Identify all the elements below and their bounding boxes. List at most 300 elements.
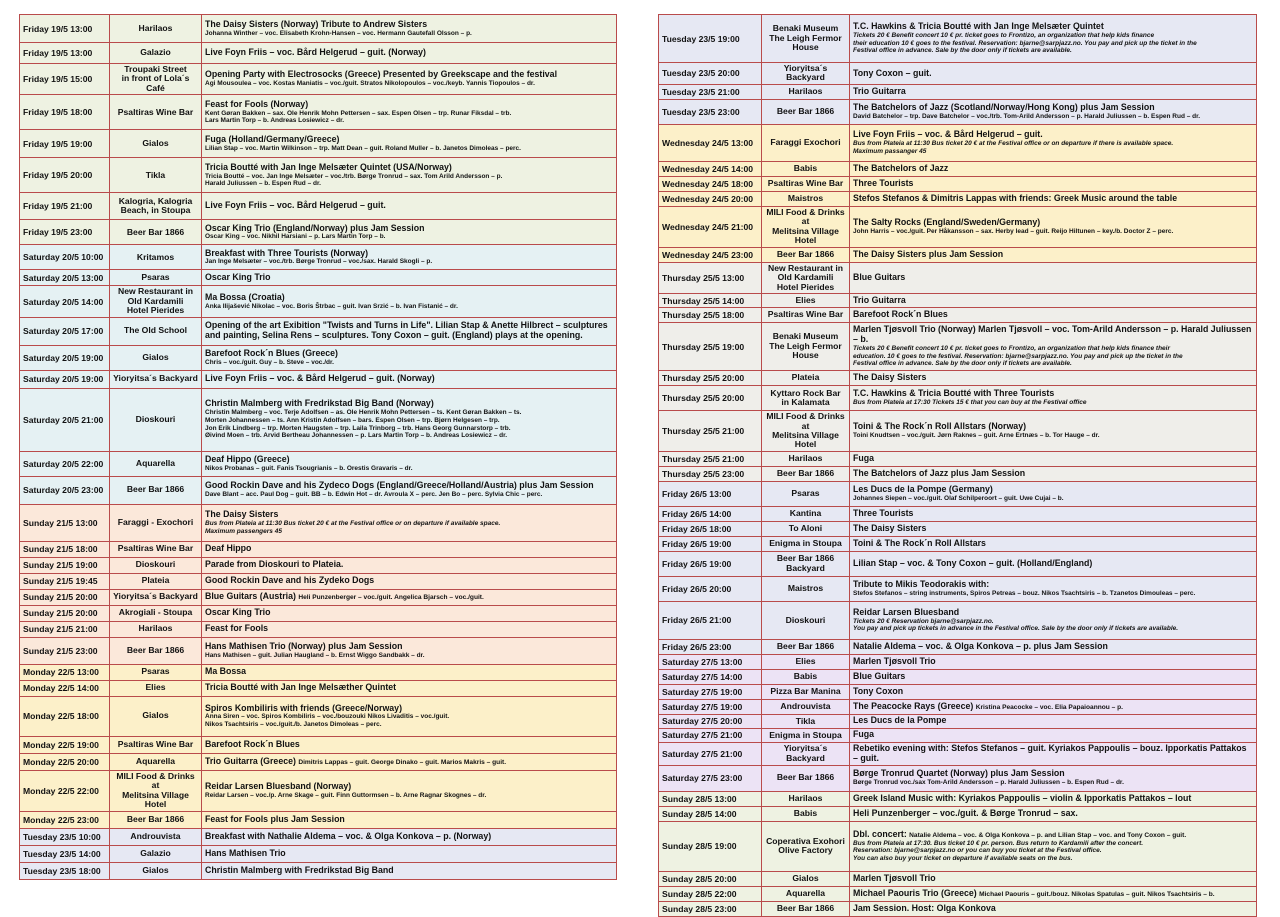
event-title: Opening of the art Exibition "Twists and Turns in Life". Lilian Stap & Anette Hilbrect – sculptures and painting, Selina Rens – sculptures. Tony Coxon – guit. (England) plays at the opening. [205, 320, 608, 341]
event-program [202, 130, 617, 158]
event-title: Good Rockin Dave and his Zydeko Dogs [205, 575, 375, 586]
venue-line: Kantina [789, 508, 822, 519]
event-program [850, 601, 1257, 639]
event-title: Reidar Larsen Bluesband [853, 606, 960, 617]
venue-line: Dioskouri [135, 413, 176, 424]
schedule-row [659, 247, 1257, 262]
event-venue [110, 130, 202, 158]
venue-line: The Old School [123, 325, 188, 336]
schedule-row [659, 176, 1257, 191]
event-venue [110, 370, 202, 388]
schedule-row [20, 504, 617, 541]
event-date: Sunday 28/5 19:00 [659, 821, 762, 871]
event-lineup: Øivind Moen – trb. Arvid Bertheau Johannessen – p. Lars Martin Torp – b. Andreas Losiewicz – dr. [205, 432, 508, 440]
event-program [850, 411, 1257, 452]
event-program [850, 247, 1257, 262]
event-title: Blue Guitars [853, 271, 906, 282]
venue-line: Gialos [142, 710, 169, 721]
event-program [202, 621, 617, 637]
venue-line: Yioryitsa´s Backyard [113, 591, 198, 602]
event-note: Bus from Plateia at 11:30 Bus ticket 20 € at the Festival office or on departure if there is available space. [853, 140, 1174, 148]
event-program [202, 828, 617, 845]
event-program [850, 191, 1257, 206]
event-program [850, 262, 1257, 293]
event-date: Friday 26/5 23:00 [659, 639, 762, 654]
event-venue [110, 589, 202, 605]
event-title: Blue Guitars [853, 670, 906, 681]
event-program [850, 699, 1257, 714]
event-program [202, 557, 617, 573]
event-date: Saturday 20/5 22:00 [20, 451, 110, 476]
venue-line: The Leigh Fermor [769, 32, 842, 43]
event-note: Tickets 20 € Benefit concert 10 € pr. ticket goes to Frontizo, an organization that help kids finance their [853, 344, 1171, 352]
event-venue [110, 664, 202, 680]
schedule-row [659, 451, 1257, 466]
event-title: Feast for Fools [205, 623, 269, 634]
venue-line: Tikla [795, 715, 816, 726]
event-venue [110, 43, 202, 64]
event-program [202, 245, 617, 270]
event-date: Saturday 27/5 19:00 [659, 684, 762, 699]
venue-line: Psaras [141, 666, 170, 677]
schedule-row [659, 821, 1257, 871]
event-title: Parade from Dioskouri to Plateia. [205, 559, 344, 570]
event-date: Tuesday 23/5 18:00 [20, 862, 110, 879]
event-venue [762, 99, 850, 124]
schedule-row [20, 245, 617, 270]
event-lineup: Harald Juliussen – b. Espen Rud – dr. [205, 180, 321, 188]
event-title: Three Tourists [853, 507, 914, 518]
schedule-row [20, 317, 617, 345]
schedule-body [659, 15, 1257, 917]
venue-line: Androuvista [130, 830, 181, 841]
event-program [202, 64, 617, 95]
venue-line: Dioskouri [135, 559, 176, 570]
venue-line: Old Kardamili [127, 295, 184, 306]
event-title: Tony Coxon – guit. [853, 67, 932, 78]
venue-line: Elies [795, 294, 816, 305]
event-venue [110, 345, 202, 370]
venue-line: House [792, 350, 819, 361]
event-date: Thursday 25/5 23:00 [659, 466, 762, 481]
schedule-row [659, 506, 1257, 521]
event-note: their education 10 € goes to the festival. Reservation: bjarne@sarpjazz.no. You pay and pick up the ticket in the [853, 39, 1197, 47]
venue-line: Gialos [142, 864, 169, 875]
event-title: Breakfast with Three Tourists (Norway) [205, 247, 369, 258]
venue-line: Beer Bar 1866 [776, 553, 835, 564]
event-title: Barefoot Rock´n Blues (Greece) [205, 347, 338, 358]
venue-line: Old Kardamili [777, 272, 834, 283]
event-venue [762, 699, 850, 714]
event-venue [762, 176, 850, 191]
event-venue [762, 806, 850, 821]
schedule-row [659, 728, 1257, 742]
event-title: Les Ducs de la Pompe (Germany) [853, 484, 993, 495]
event-venue [762, 551, 850, 576]
event-note: Bus from Plateia at 17:30 Tickets 15 € that you can buy at the Festival office [853, 399, 1087, 407]
schedule-row [20, 862, 617, 879]
schedule-row [659, 901, 1257, 916]
event-program [850, 481, 1257, 506]
event-venue [762, 506, 850, 521]
event-venue [762, 15, 850, 63]
venue-line: Babis [793, 807, 818, 818]
event-venue [762, 639, 850, 654]
event-program [202, 736, 617, 753]
event-lineup: Anka Ilijašević Nikolac – voc. Boris Štrbac – guit. Ivan Srzić – b. Ivan Fistanić – dr. [205, 302, 458, 310]
event-title: Fuga [853, 729, 875, 740]
event-program [202, 680, 617, 696]
event-note: Tickets 20 € Reservation bjarne@sarpjazz.no. [853, 617, 994, 625]
event-lineup: Morten Johannessen – ts. Ann Kristin Adolfsen – bars. Espen Olsen – trp. Bjørn Helgesen – trp. [205, 416, 500, 424]
venue-line: Backyard [786, 562, 825, 573]
event-note: Festival office in advance. Sale by the door only if tickets are available. [853, 360, 1072, 368]
schedule-row [20, 753, 617, 770]
event-title: The Batchelors of Jazz [853, 162, 949, 173]
event-lineup: Tricia Boutté – voc. Jan Inge Melsæter – voc./trb. Børge Tronrud – sax. Tom Arild Andersson – p. [205, 172, 503, 180]
event-date: Friday 26/5 19:00 [659, 536, 762, 551]
venue-line: Androuvista [780, 701, 831, 712]
venue-line: Dioskouri [785, 614, 826, 625]
event-note: Tickets 20 € Benefit concert 10 € pr. ticket goes to Frontizo, an organization that help kids finance [853, 31, 1155, 39]
event-venue [762, 601, 850, 639]
event-program [202, 43, 617, 64]
schedule-row [659, 84, 1257, 99]
event-program [202, 270, 617, 286]
event-lineup: Lilian Stap – voc. Martin Wilkinson – trp. Matt Dean – guit. Roland Muller – b. Janetos Dimoleas – perc. [205, 144, 521, 152]
event-program [850, 886, 1257, 901]
event-program [850, 791, 1257, 806]
event-venue [762, 308, 850, 323]
schedule-row [20, 811, 617, 828]
event-venue [110, 753, 202, 770]
schedule-row [20, 15, 617, 43]
event-date: Saturday 20/5 10:00 [20, 245, 110, 270]
venue-line: Kalogria, Kalogria [118, 195, 193, 206]
event-title: Dbl. concert: [853, 828, 907, 839]
event-venue [110, 286, 202, 317]
event-program [202, 573, 617, 589]
venue-line: House [792, 42, 819, 53]
venue-line: Harilaos [788, 792, 823, 803]
venue-line: Kritamos [136, 251, 175, 262]
event-date: Saturday 27/5 21:00 [659, 742, 762, 765]
venue-line: Tikla [145, 169, 166, 180]
event-date: Sunday 28/5 20:00 [659, 871, 762, 886]
event-date: Monday 22/5 20:00 [20, 753, 110, 770]
event-date: Wednesday 24/5 18:00 [659, 176, 762, 191]
event-lineup: Reidar Larsen – voc./p. Arne Skage – guit. Finn Guttormsen – b. Arne Ragnar Skognes – dr. [205, 791, 487, 799]
event-venue [762, 521, 850, 536]
event-date: Saturday 27/5 20:00 [659, 714, 762, 728]
event-date: Friday 26/5 13:00 [659, 481, 762, 506]
event-title: Natalie Aldema – voc. & Olga Konkova – p. plus Jam Session [853, 640, 1108, 651]
event-date: Thursday 25/5 20:00 [659, 386, 762, 411]
event-date: Monday 22/5 19:00 [20, 736, 110, 753]
event-date: Monday 22/5 18:00 [20, 696, 110, 736]
event-title: The Batchelors of Jazz plus Jam Session [853, 467, 1026, 478]
event-venue [762, 294, 850, 308]
event-date: Saturday 20/5 17:00 [20, 317, 110, 345]
schedule-row [659, 669, 1257, 684]
event-program [850, 15, 1257, 63]
venue-line: Galazio [140, 47, 171, 58]
venue-line: in Kalamata [781, 397, 830, 408]
event-date: Sunday 28/5 23:00 [659, 901, 762, 916]
venue-line: Galazio [140, 847, 171, 858]
venue-line: Maistros [787, 583, 824, 594]
event-date: Saturday 20/5 14:00 [20, 286, 110, 317]
venue-line: Psaras [791, 488, 820, 499]
venue-line: Enigma in Stoupa [769, 729, 842, 740]
event-title: Tribute to Mikis Teodorakis with: [853, 579, 990, 590]
event-venue [110, 811, 202, 828]
event-venue [762, 536, 850, 551]
event-date: Sunday 21/5 13:00 [20, 504, 110, 541]
venue-line: To Aloni [788, 523, 823, 534]
event-title: Live Foyn Friis – voc. & Bård Helgerud – guit. [853, 129, 1043, 140]
event-program [850, 84, 1257, 99]
event-venue [762, 191, 850, 206]
event-lineup-inline: Heli Punzenberger – voc./guit. Angelica Bjarsch – voc./guit. [298, 594, 484, 602]
venue-line: Beer Bar 1866 [126, 813, 185, 824]
event-note: Reservation: bjarne@sarpjazz.no or you can buy you ticket at the Festival office. [853, 847, 1102, 855]
event-title: Christin Malmberg with Fredrikstad Big Band (Norway) [205, 398, 434, 409]
event-title: Tricia Boutté with Jan Inge Melsæther Quintet [205, 682, 397, 693]
event-venue [110, 557, 202, 573]
schedule-row [659, 63, 1257, 85]
event-lineup: David Batchelor – trp. Dave Batchelor – voc./trb. Tom-Arild Andersson – p. Harald Juliussen – b. Espen Rud – dr. [853, 113, 1201, 120]
event-title: Deaf Hippo [205, 543, 252, 554]
schedule-row [659, 99, 1257, 124]
event-title: The Daisy Sisters (Norway) Tribute to Andrew Sisters [205, 18, 428, 29]
event-title: Greek Island Music with: Kyriakos Pappoulis – violin & Ipporkatis Pattakos – lout [853, 792, 1192, 803]
event-program [850, 669, 1257, 684]
schedule-row [20, 270, 617, 286]
event-program [202, 451, 617, 476]
event-title: Trio Guitarra [853, 294, 906, 305]
schedule-row [20, 370, 617, 388]
event-program [850, 639, 1257, 654]
schedule-column-left [19, 14, 617, 880]
schedule-row [20, 637, 617, 664]
event-venue [762, 371, 850, 386]
schedule-row [20, 680, 617, 696]
event-title: Stefos Stefanos & Dimitris Lappas with friends: Greek Music around the table [853, 192, 1178, 203]
event-date: Friday 19/5 13:00 [20, 43, 110, 64]
event-date: Saturday 27/5 14:00 [659, 669, 762, 684]
schedule-row [659, 871, 1257, 886]
event-venue [110, 504, 202, 541]
schedule-column-right [658, 14, 1257, 917]
venue-line: Coperativa Exohori [766, 835, 845, 846]
event-program [850, 821, 1257, 871]
event-date: Friday 26/5 14:00 [659, 506, 762, 521]
event-program [850, 871, 1257, 886]
event-title: Live Foyn Friis – voc. & Bård Helgerud – guit. (Norway) [205, 373, 435, 384]
event-lineup: Nikos Probanas – guit. Fanis Tsougrianis – b. Orestis Gravaris – dr. [205, 464, 413, 472]
venue-line: Beer Bar 1866 [776, 468, 835, 479]
venue-line: Beer Bar 1866 [126, 644, 185, 655]
event-date: Friday 19/5 19:00 [20, 130, 110, 158]
event-venue [110, 605, 202, 621]
event-program [850, 765, 1257, 791]
venue-line: Beer Bar 1866 [776, 106, 835, 117]
venue-line: Faraggi Exochori [770, 137, 841, 148]
event-venue [110, 541, 202, 557]
venue-line: Elies [795, 656, 816, 667]
event-lineup-inline: Dimitris Lappas – guit. George Dinako – guit. Marios Makris – guit. [298, 758, 507, 766]
event-venue [762, 161, 850, 176]
event-venue [110, 845, 202, 862]
schedule-row [659, 576, 1257, 601]
venue-line: Plateia [791, 372, 820, 383]
venue-line: MILI Food & Drinks at [116, 770, 195, 791]
event-program [202, 770, 617, 811]
event-venue [110, 696, 202, 736]
venue-line: Faraggi - Exochori [117, 516, 194, 527]
schedule-row [20, 345, 617, 370]
venue-line: Olive Factory [778, 845, 833, 856]
event-date: Tuesday 23/5 21:00 [659, 84, 762, 99]
event-title: Breakfast with Nathalie Aldema – voc. & Olga Konkova – p. (Norway) [205, 830, 492, 841]
event-lineup: Jan Inge Melsæter – voc./trb. Børge Tronrud – voc./sax. Harald Skogli – p. [205, 258, 433, 266]
event-venue [762, 206, 850, 247]
venue-line: Beer Bar 1866 [776, 772, 835, 783]
event-lineup-inline: Kristina Peacocke – voc. Elia Papaioannou – p. [975, 703, 1124, 711]
event-title: The Salty Rocks (England/Sweden/Germany) [853, 217, 1041, 228]
event-program [850, 451, 1257, 466]
venue-line: Pizza Bar Manina [770, 686, 841, 697]
event-title: Marlen Tjøsvoll Trio [853, 872, 936, 883]
event-venue [762, 63, 850, 85]
event-title: Oscar King Trio (England/Norway) plus Jam Session [205, 222, 425, 233]
event-lineup: Chris – voc./guit. Guy – b. Steve – voc./dr. [205, 358, 334, 366]
schedule-row [659, 684, 1257, 699]
event-title: Tony Coxon [853, 685, 904, 696]
event-title: Three Tourists [853, 177, 914, 188]
schedule-row [659, 481, 1257, 506]
schedule-row [659, 551, 1257, 576]
event-note: Bus from Plateia at 11:30 Bus ticket 20 € at the Festival office or on departure if available space. [205, 519, 501, 527]
event-venue [110, 193, 202, 220]
event-program [850, 742, 1257, 765]
venue-line: New Restaurant in [768, 262, 843, 273]
event-program [850, 323, 1257, 371]
event-title: T.C. Hawkins & Tricia Boutté with Three Tourists [853, 388, 1055, 399]
event-date: Thursday 25/5 20:00 [659, 371, 762, 386]
event-lineup: Dave Blant – acc. Paul Dog – guit. BB – b. Edwin Hot – dr. Avroula X – perc. Jen Bo – perc. Sylvia Chic – perc. [205, 491, 543, 499]
schedule-row [20, 220, 617, 245]
venue-line: Beach, in Stoupa [120, 205, 191, 216]
event-venue [110, 862, 202, 879]
event-date: Sunday 21/5 20:00 [20, 589, 110, 605]
schedule-row [20, 130, 617, 158]
event-date: Monday 22/5 13:00 [20, 664, 110, 680]
event-date: Tuesday 23/5 20:00 [659, 63, 762, 85]
event-venue [762, 765, 850, 791]
event-title: Good Rockin Dave and his Zydeco Dogs (England/Greece/Holland/Austria) plus Jam Session [205, 480, 594, 491]
event-venue [110, 476, 202, 504]
event-date: Wednesday 24/5 23:00 [659, 247, 762, 262]
schedule-row [20, 64, 617, 95]
event-program [850, 466, 1257, 481]
schedule-row [20, 736, 617, 753]
schedule-row [20, 193, 617, 220]
schedule-row [659, 191, 1257, 206]
schedule-row [659, 323, 1257, 371]
venue-line: Beer Bar 1866 [776, 902, 835, 913]
event-date: Sunday 28/5 14:00 [659, 806, 762, 821]
event-note: education. 10 € goes to the festival. Reservation: bjarne@sarpjazz.no. You pay and pick up the ticket in the [853, 352, 1183, 360]
venue-line: Psaltiras Wine Bar [767, 309, 844, 320]
event-title: Trio Guitarra (Greece) [205, 755, 296, 766]
schedule-row [20, 541, 617, 557]
event-program [850, 161, 1257, 176]
event-venue [110, 270, 202, 286]
schedule-row [20, 476, 617, 504]
event-title: Feast for Fools plus Jam Session [205, 813, 345, 824]
event-venue [762, 84, 850, 99]
venue-line: Melitsina Village Hotel [772, 225, 839, 246]
event-program [202, 476, 617, 504]
event-date: Sunday 21/5 19:00 [20, 557, 110, 573]
event-date: Wednesday 24/5 13:00 [659, 124, 762, 161]
event-program [850, 714, 1257, 728]
event-title: Toini & The Rock´n Roll Allstars [853, 537, 986, 548]
event-title: The Daisy Sisters [853, 522, 927, 533]
event-date: Tuesday 23/5 10:00 [20, 828, 110, 845]
event-program [850, 551, 1257, 576]
event-lineup: Lars Martin Torp – b. Andreas Losiewicz – dr. [205, 117, 345, 125]
event-venue [762, 742, 850, 765]
event-program [202, 370, 617, 388]
event-program [202, 193, 617, 220]
event-program [202, 286, 617, 317]
schedule-row [659, 521, 1257, 536]
event-date: Monday 22/5 23:00 [20, 811, 110, 828]
event-date: Friday 26/5 18:00 [659, 521, 762, 536]
event-title: Barefoot Rock´n Blues [853, 309, 948, 320]
event-venue [110, 736, 202, 753]
venue-line: Elies [145, 682, 166, 693]
event-title: Jam Session. Host: Olga Konkova [853, 902, 996, 913]
event-date: Friday 19/5 15:00 [20, 64, 110, 95]
schedule-row [20, 621, 617, 637]
event-title: Live Foyn Friis – voc. Bård Helgerud – guit. [205, 200, 386, 211]
event-date: Sunday 21/5 19:45 [20, 573, 110, 589]
event-date: Saturday 27/5 23:00 [659, 765, 762, 791]
venue-line: Gialos [142, 138, 169, 149]
event-title: The Peacocke Rays (Greece) [853, 700, 974, 711]
schedule-row [659, 536, 1257, 551]
event-venue [762, 684, 850, 699]
event-venue [762, 386, 850, 411]
event-venue [762, 124, 850, 161]
schedule-row [20, 605, 617, 621]
schedule-row [20, 557, 617, 573]
event-program [202, 664, 617, 680]
event-title: Deaf Hippo (Greece) [205, 453, 290, 464]
event-lineup: Agi Mousoulea – voc. Kostas Maniatis – voc./guit. Stratos Nikolopoulos – voc./keyb. Yannis Tiopoulos – dr. [205, 80, 535, 88]
schedule-row [20, 770, 617, 811]
schedule-row [20, 696, 617, 736]
event-title: Toini & The Rock´n Roll Allstars (Norway) [853, 421, 1027, 432]
event-title: Børge Tronrud Quartet (Norway) plus Jam Session [853, 768, 1065, 779]
schedule-row [20, 388, 617, 451]
event-title: The Daisy Sisters [853, 372, 927, 383]
venue-line: in front of Lola´s Café [121, 73, 190, 93]
